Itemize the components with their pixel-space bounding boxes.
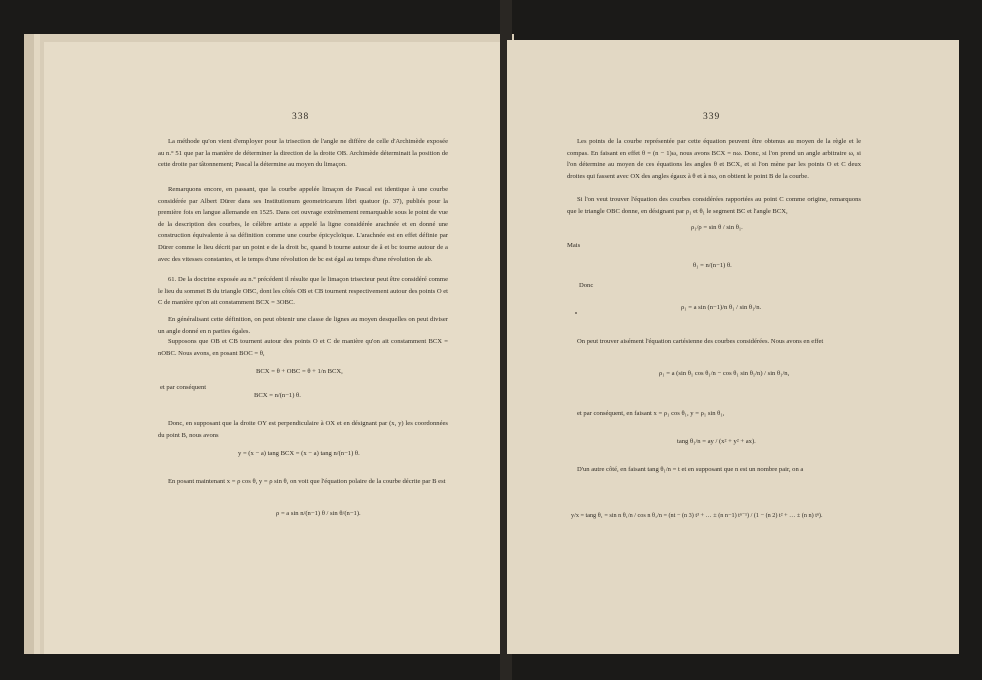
paragraph: On peut trouver aisément l'équation cartésienne des courbes considérées. Nous avons en effet: [577, 338, 824, 345]
text-line: Donc: [579, 282, 594, 289]
paragraph: D'un autre côté, en faisant tang θ₁/n = t et en supposant que n est un nombre pair, on a: [577, 466, 804, 473]
paragraph: La méthode qu'on vient d'employer pour la trisection de l'angle ne diffère de celle d'Archimède exposée au n.° 51 que par la manière de déterminer la direction de la droite OB. Archimède déterminait la position de cette droite par tâtonnement; Pascal la détermine au moyen du limaçon.: [158, 138, 448, 169]
paragraph: Remarquons encore, en passant, que la courbe appelée limaçon de Pascal est identique à une courbe considérée par Albert Dürer dans ses Institutionum geometricarum libri quatuor (p. 37), publiés pour la première fois en langue allemande en 1525. Dans cet ouvrage extrêmement remarquable sous le point de vue de la description des courbes, le célèbre artiste a appelé la ligne considérée arachnée et en donné une construction équivalente à sa définition comme une courbe épicycloïque. L'arachnée est en effet définie par Dürer comme le lieu décrit par un point e de la droit bc, quand b tourne autour de â et bc tourne autour de a avec des vitesses constantes, et le temps d'une révolution de bc est égal au temps d'une révolution de ab.: [158, 186, 448, 263]
equation: tang θ₁/n = ay / (x² + y² + ax).: [677, 438, 756, 445]
equation: ρ₁/ρ = sin θ / sin θ₁.: [691, 224, 743, 231]
page-number: 339: [703, 112, 721, 122]
paragraph: Donc, en supposant que la droite OY est perpendiculaire à OX et en désignant par (x, y) les coordonnées du point B, nous avons: [158, 420, 448, 439]
left-page: [44, 42, 504, 654]
equation: ρ = a sin n/(n−1) θ / sin θ/(n−1).: [276, 510, 361, 517]
paragraph: Si l'on veut trouver l'équation des courbes considérées rapportées au point C comme origine, remarquons que le triangle OBC donne, en désignant par ρ₁ et θ₁ le segment BC et l'angle BCX,: [567, 196, 861, 215]
paragraph: 61. De la doctrine exposée au n.° précédent il résulte que le limaçon trisecteur peut être considéré comme le lieu du sommet B du triangle OBC, dont les côtés OB et CB tournent respectivement autour des points O et C de manière qu'on ait constamment BCX = 3OBC.: [158, 276, 448, 307]
paragraph: Supposons que OB et CB tournent autour des points O et C de manière qu'on ait constamment BCX = nOBC. Nous avons, en posant BOC = θ,: [158, 338, 448, 357]
equation: ρ₁ = a (sin θ₁ cos θ₁/n − cos θ₁ sin θ₁/n) / sin θ₁/n,: [659, 370, 790, 377]
right-page: [507, 40, 959, 654]
text-line: Mais: [567, 242, 581, 249]
page-number: 338: [292, 112, 310, 122]
text-line: et par conséquent: [160, 384, 207, 391]
equation: y = (x − a) tang BCX = (x − a) tang n/(n−1) θ.: [238, 450, 360, 457]
paragraph: En généralisant cette définition, on peut obtenir une classe de lignes au moyen desquelles on peut diviser un angle donné en n parties égales.: [158, 316, 448, 335]
equation: BCX = θ + OBC = θ + 1/n BCX,: [256, 368, 343, 375]
paragraph: En posant maintenant x = ρ cos θ, y = ρ sin θ, on voit que l'équation polaire de la courbe décrite par B est: [168, 478, 446, 485]
paragraph: Les points de la courbe représentée par cette équation peuvent être obtenus au moyen de la règle et le compas. En faisant en effet θ = (n − 1)ω, nous avons BCX = nω. Donc, si l'on prend un angle arbitraire ω, si l'on détermine au moyen de ces équations les angles θ et BCX, et si l'on mène par les points O et C deux droites qui fassent avec OX des angles égaux à θ et à nω, on obtient le point B de la courbe.: [567, 138, 861, 180]
equation: BCX = n/(n−1) θ.: [254, 392, 301, 399]
equation: y/x = tang θ₁ = sin n θ₁/n / cos n θ₁/n = (nt − (n 3) t³ + … ± (n n−1) tⁿ⁻¹) / (1 − (n 2) t² + … ± (n n) tⁿ).: [571, 512, 823, 519]
paragraph: et par conséquent, en faisant x = ρ₁ cos θ₁, y = ρ₁ sin θ₁,: [577, 410, 725, 417]
equation: θ₁ = n/(n−1) θ.: [693, 262, 732, 269]
ink-spot: [575, 312, 577, 314]
equation: ρ₁ = a sin (n−1)/n θ₁ / sin θ₁/n.: [681, 304, 762, 311]
